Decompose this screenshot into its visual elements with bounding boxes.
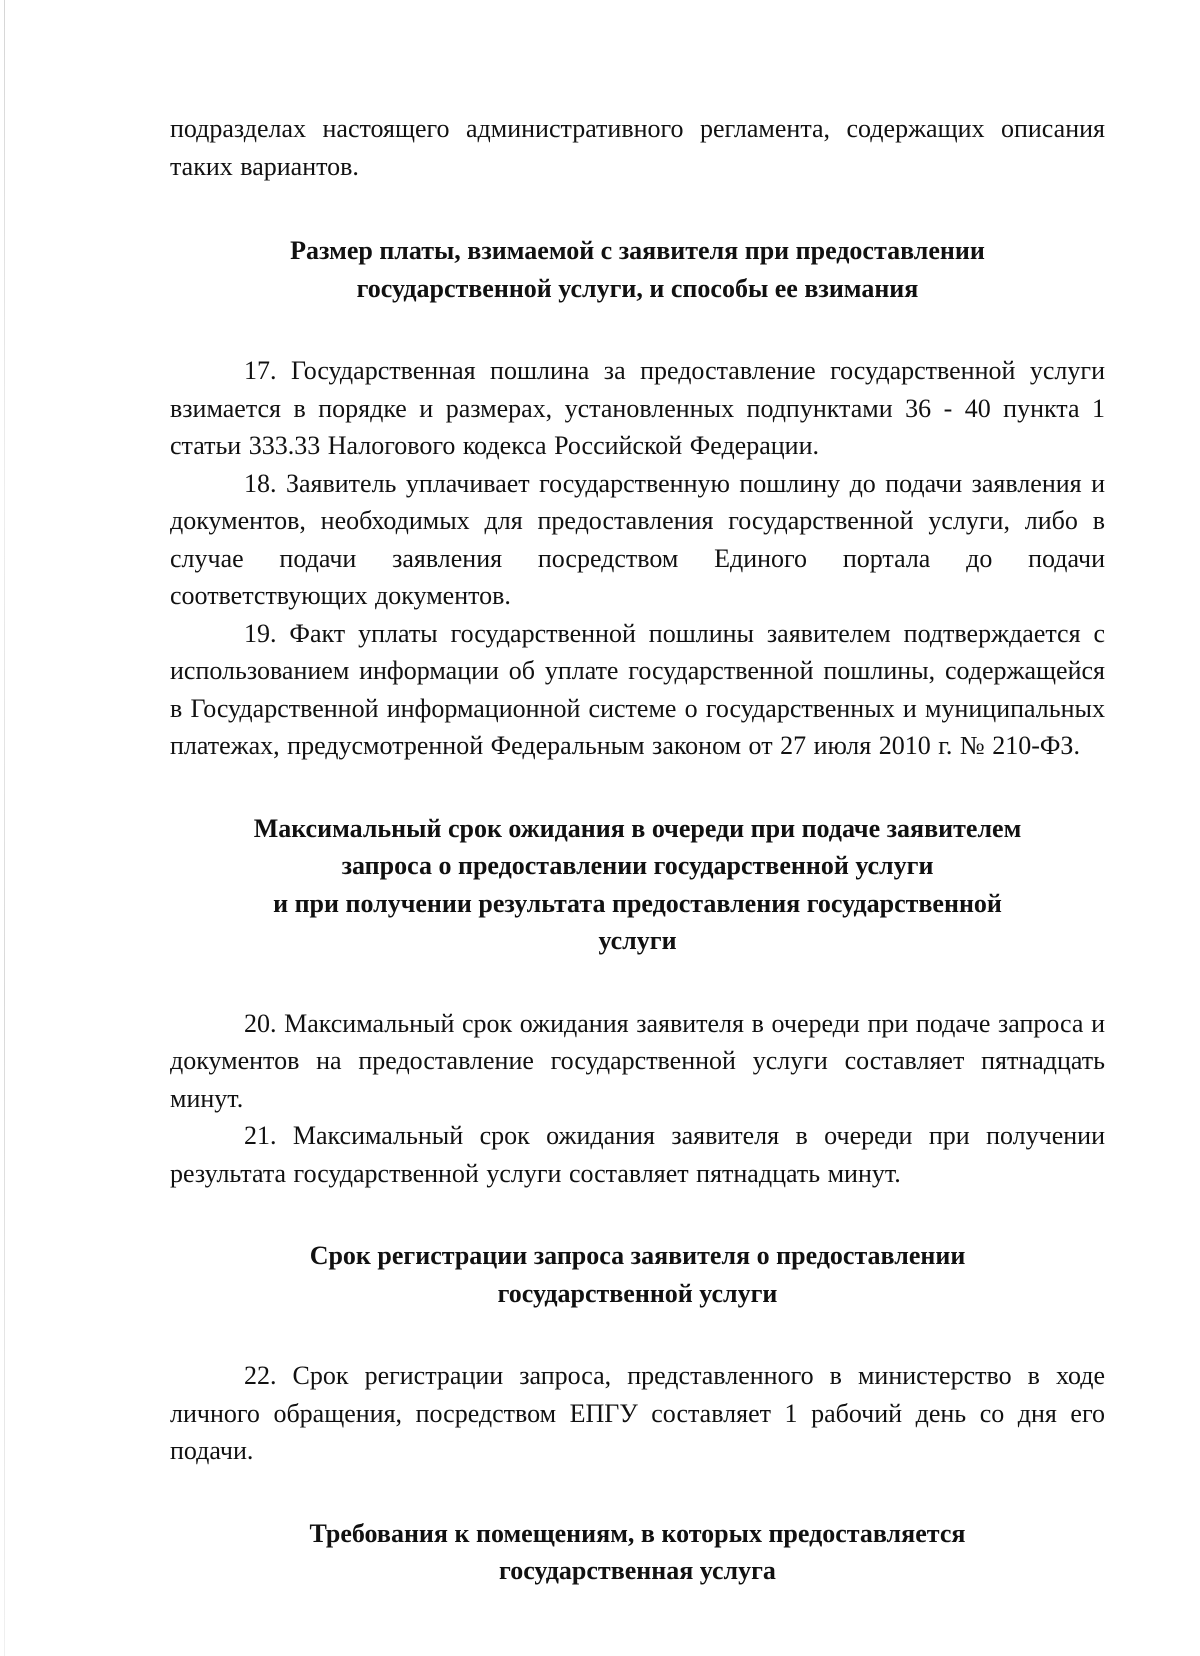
page-content (170, 110, 1105, 1590)
section-heading-fee (170, 232, 1105, 307)
heading-line: государственной услуги, и способы ее взимания (356, 273, 919, 303)
heading-line: Размер платы, взимаемой с заявителя при предоставлении (290, 236, 985, 265)
intro-continuation-paragraph: подразделах настоящего административного регламента, содержащих описания таких вариантов. (170, 114, 1105, 181)
section-heading-queue-time (170, 810, 1105, 960)
heading-line: Срок регистрации запроса заявителя о предоставлении (309, 1241, 966, 1270)
heading-line: государственной услуги (497, 1278, 778, 1308)
paragraph-21: 21. Максимальный срок ожидания заявителя в очереди при получении результата государственной услуги составляет пятнадцать минут. (170, 1121, 1105, 1188)
paragraph-20: 20. Максимальный срок ожидания заявителя в очереди при подаче запроса и документов на предоставление государственной услуги составляет пятнадцать минут. (170, 1008, 1105, 1113)
heading-line: Требования к помещениям, в которых предоставляется (309, 1518, 966, 1548)
section-heading-registration (170, 1237, 1105, 1312)
heading-line: Максимальный срок ожидания в очереди при подаче заявителем (253, 813, 1022, 843)
paragraph-19: 19. Факт уплаты государственной пошлины заявителем подтверждается с использованием информации об уплате государственной пошлины, содержащейся в Государственной информационной системе о государственных и муниципальных платежах, предусмотренной Федеральным законом от 27 июля 2010 г. № 210-ФЗ. (170, 618, 1105, 760)
scan-edge-line (4, 0, 5, 1656)
heading-line: государственная услуга (499, 1556, 776, 1585)
heading-line: услуги (598, 926, 677, 955)
paragraph-22: 22. Срок регистрации запроса, представленного в министерство в ходе личного обращения, посредством ЕПГУ составляет 1 рабочий день со дня его подачи. (170, 1361, 1105, 1465)
paragraph-18: 18. Заявитель уплачивает государственную пошлину до подачи заявления и документов, необходимых для предоставления государственной услуги, либо в случае подачи заявления посредством Единого портала до подачи соответствующих документов. (170, 468, 1105, 610)
paragraph-17: 17. Государственная пошлина за предоставление государственной услуги взимается в порядке и размерах, установленных подпунктами 36 - 40 пункта 1 статьи 333.33 Налогового кодекса Российской Федерации. (170, 356, 1105, 460)
heading-line: запроса о предоставлении государственной услуги (341, 851, 934, 880)
heading-line: и при получении результата предоставления государственной (273, 888, 1002, 918)
section-heading-premises (170, 1515, 1105, 1590)
